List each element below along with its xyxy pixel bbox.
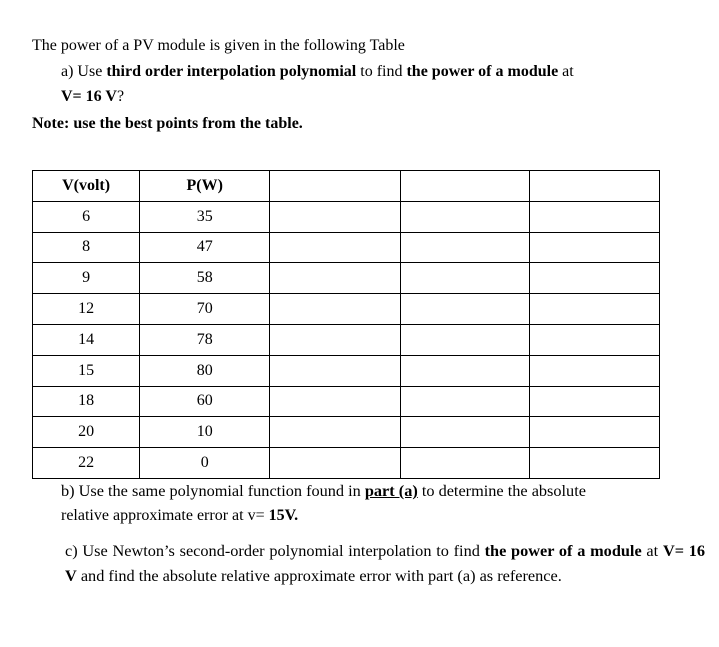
cell-empty <box>529 417 659 448</box>
cell-power: 60 <box>140 386 270 417</box>
table-row <box>33 232 660 263</box>
cell-power: 10 <box>140 417 270 448</box>
part-c-bold1: the power of a module <box>484 541 642 560</box>
cell-empty <box>400 294 529 325</box>
cell-empty <box>529 324 659 355</box>
table-header-row <box>33 171 660 202</box>
cell-power: 78 <box>140 324 270 355</box>
header-voltage: V(volt) <box>33 171 140 202</box>
table-row <box>33 417 660 448</box>
intro-text: The power of a PV module is given in the following Table <box>32 37 405 54</box>
cell-empty <box>270 294 400 325</box>
cell-voltage: 15 <box>33 355 140 386</box>
cell-empty <box>270 386 400 417</box>
part-b-line1: b) Use the same polynomial function found in part (a) to determine the absolute <box>61 481 586 500</box>
cell-empty <box>270 355 400 386</box>
cell-empty <box>400 355 529 386</box>
part-a-prefix: a) Use <box>61 63 107 80</box>
cell-empty <box>400 386 529 417</box>
cell-power: 47 <box>140 232 270 263</box>
cell-empty <box>270 324 400 355</box>
cell-empty <box>270 448 400 479</box>
cell-empty <box>400 232 529 263</box>
part-a-line1 <box>61 62 574 82</box>
table-row <box>33 201 660 232</box>
table-row <box>33 386 660 417</box>
part-a-line2 <box>61 87 124 107</box>
cell-voltage: 20 <box>33 417 140 448</box>
cell-power: 70 <box>140 294 270 325</box>
part-a-mid: to find <box>356 63 407 80</box>
cell-empty <box>529 263 659 294</box>
header-empty <box>529 171 659 202</box>
cell-voltage: 9 <box>33 263 140 294</box>
cell-power: 80 <box>140 355 270 386</box>
cell-empty <box>400 448 529 479</box>
cell-empty <box>529 201 659 232</box>
cell-power: 35 <box>140 201 270 232</box>
note-text: Note: use the best points from the table. <box>32 115 303 132</box>
part-a-reference: part (a) <box>364 481 418 500</box>
cell-empty <box>400 417 529 448</box>
part-b-line2: relative approximate error at v= 15V. <box>61 507 299 524</box>
cell-voltage: 22 <box>33 448 140 479</box>
table-row <box>33 263 660 294</box>
table-row <box>33 355 660 386</box>
data-table <box>32 170 660 479</box>
cell-empty <box>529 448 659 479</box>
part-c-voltage: V= 16 V <box>65 541 706 585</box>
cell-empty <box>400 201 529 232</box>
cell-empty <box>529 232 659 263</box>
cell-empty <box>529 294 659 325</box>
part-a-bold1: third order interpolation polynomial <box>106 63 357 80</box>
part-a-suffix: at <box>558 63 574 80</box>
part-a-bold2: the power of a module <box>406 63 559 80</box>
cell-power: 58 <box>140 263 270 294</box>
header-power: P(W) <box>140 171 270 202</box>
cell-empty <box>270 201 400 232</box>
cell-empty <box>400 263 529 294</box>
part-c-paragraph: c) Use Newton’s second-order polynomial interpolation to find the power of a module at V= 16 V and find the absolute relative approximate error with part (a) as reference. <box>65 541 706 585</box>
header-empty <box>270 171 400 202</box>
cell-empty <box>270 417 400 448</box>
table-row <box>33 324 660 355</box>
cell-voltage: 8 <box>33 232 140 263</box>
cell-empty <box>270 232 400 263</box>
part-a-question: ? <box>116 88 125 105</box>
cell-empty <box>270 263 400 294</box>
cell-voltage: 12 <box>33 294 140 325</box>
table-row <box>33 448 660 479</box>
cell-empty <box>529 355 659 386</box>
cell-voltage: 18 <box>33 386 140 417</box>
cell-voltage: 6 <box>33 201 140 232</box>
part-b-voltage: 15V. <box>268 507 299 524</box>
cell-voltage: 14 <box>33 324 140 355</box>
table-row <box>33 294 660 325</box>
cell-empty <box>529 386 659 417</box>
cell-empty <box>400 324 529 355</box>
part-a-voltage: V= 16 V <box>61 88 117 105</box>
cell-power: 0 <box>140 448 270 479</box>
header-empty <box>400 171 529 202</box>
